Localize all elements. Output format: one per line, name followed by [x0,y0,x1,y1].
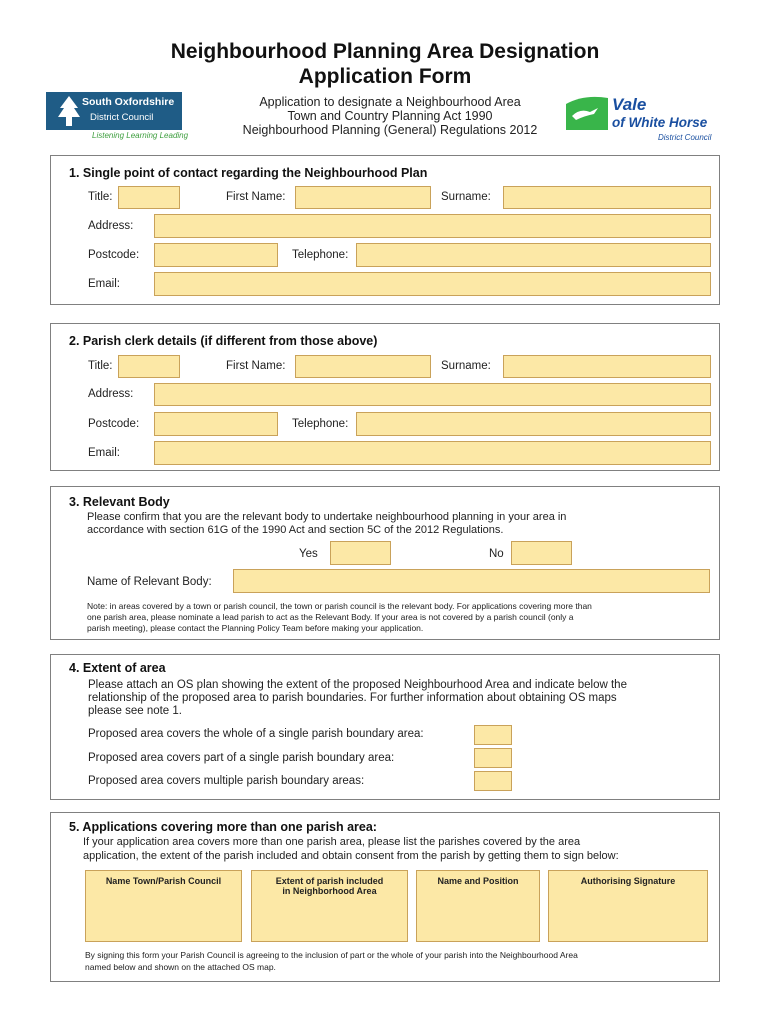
postcode-label: Postcode: [88,249,140,261]
title-field[interactable] [118,186,180,209]
section4-para-line3: please see note 1. [88,705,182,717]
parish-council-header-line1: Name Town/Parish Council [105,876,222,886]
subtitle-line3: Neighbourhood Planning (General) Regulations 2012 [242,123,538,137]
email-field[interactable] [154,441,711,465]
name-position-column-header [417,876,539,886]
section-extent-of-area [50,654,720,800]
address-field[interactable] [154,383,711,406]
authorising-signature-cell[interactable] [548,870,708,942]
yes-checkbox-field[interactable] [330,541,391,565]
relevant-body-label: Name of Relevant Body: [87,576,212,588]
vale-name-line2: of White Horse [612,115,708,130]
telephone-field[interactable] [356,243,711,267]
section4-para-line1: Please attach an OS plan showing the extent of the proposed Neighbourhood Area and indicate below the [88,679,627,691]
option-whole-parish-label: Proposed area covers the whole of a single parish boundary area: [88,728,424,740]
name-position-header-line1: Name and Position [437,876,519,886]
section5-para-line2: application, the extent of the parish included and obtain consent from the parish by getting them to sign below: [83,850,619,862]
option-multiple-parish-field[interactable] [474,771,512,791]
section4-heading: 4. Extent of area [69,661,166,675]
vale-white-horse-logo [564,94,729,146]
option-whole-parish-field[interactable] [474,725,512,745]
postcode-field[interactable] [154,412,278,436]
telephone-field[interactable] [356,412,711,436]
section4-paragraph [88,679,716,718]
title-label: Title: [88,191,113,203]
postcode-label: Postcode: [88,418,140,430]
section3-paragraph [87,511,712,536]
section3-note [87,601,717,634]
parish-council-column-header [86,876,241,886]
form-title-line2: Application Form [298,65,472,88]
extent-column-header [252,876,407,896]
section5-footer-line1: By signing this form your Parish Council is agreeing to the inclusion of part or the whole of your parish into the Neighbourhood Area [85,950,578,960]
section5-footer-line2: named below and shown on the attached OS map. [85,962,276,972]
section1-heading: 1. Single point of contact regarding the Neighbourhood Plan [69,166,428,180]
subtitle-line2: Town and Country Planning Act 1990 [287,109,493,123]
option-multiple-parish-label: Proposed area covers multiple parish boundary areas: [88,775,365,787]
option-part-parish-label: Proposed area covers part of a single parish boundary area: [88,752,395,764]
email-label: Email: [88,447,120,459]
section3-heading: 3. Relevant Body [69,495,170,509]
extent-header-line2: in Neighborhood Area [282,886,377,896]
subtitle-line1: Application to designate a Neighbourhood Area [259,95,521,109]
section4-para-line2: relationship of the proposed area to parish boundaries. For further information about obtaining OS maps [88,692,617,704]
first-name-label: First Name: [226,360,286,372]
section3-para-line1: Please confirm that you are the relevant body to undertake neighbourhood planning in your area in [87,511,567,523]
south-oxfordshire-dc: District Council [90,112,154,123]
section3-note-line3: parish meeting), please contact the Planning Policy Team before making your application. [87,623,424,633]
address-field[interactable] [154,214,711,238]
section2-heading: 2. Parish clerk details (if different from those above) [69,334,378,348]
telephone-label: Telephone: [292,418,349,430]
section-relevant-body [50,486,720,640]
address-label: Address: [88,220,134,232]
relevant-body-field[interactable] [233,569,710,593]
postcode-field[interactable] [154,243,278,267]
section5-paragraph [83,835,713,863]
email-field[interactable] [154,272,711,296]
first-name-field[interactable] [295,355,431,378]
south-oxfordshire-tagline: Listening Learning Leading [92,131,189,140]
title-label: Title: [88,360,113,372]
surname-label: Surname: [441,191,491,203]
option-part-parish-field[interactable] [474,748,512,768]
address-label: Address: [88,388,134,400]
section-multi-parish [50,812,720,982]
email-label: Email: [88,278,120,290]
tree-icon [54,94,84,128]
surname-field[interactable] [503,355,711,378]
section3-note-line2: one parish area, please nominate a lead parish to act as the Relevant Body. If your area is not covered by a parish council (only a [87,612,574,622]
extent-of-parish-cell[interactable] [251,870,408,942]
first-name-label: First Name: [226,191,286,203]
white-horse-hill-icon [564,94,610,134]
section3-para-line2: accordance with section 61G of the 1990 Act and section 5C of the 2012 Regulations. [87,523,504,536]
title-field[interactable] [118,355,180,378]
yes-label: Yes [299,548,318,560]
first-name-field[interactable] [295,186,431,209]
south-oxfordshire-logo [46,92,189,144]
section5-footer-note [85,949,713,973]
signature-column-header [549,876,707,886]
section5-para-line1: If your application area covers more than one parish area, please list the parishes covered by the area [83,836,581,848]
vale-dc: District Council [658,133,712,142]
vale-name-line1: Vale [612,95,647,114]
surname-label: Surname: [441,360,491,372]
extent-header-line1: Extent of parish included [275,876,384,886]
section5-heading: 5. Applications covering more than one parish area: [69,820,377,834]
form-title-line1: Neighbourhood Planning Area Designation [170,40,600,63]
section-contact [50,155,720,305]
no-label: No [489,548,504,560]
surname-field[interactable] [503,186,711,209]
signature-header-line1: Authorising Signature [580,876,676,886]
no-checkbox-field[interactable] [511,541,572,565]
name-and-position-cell[interactable] [416,870,540,942]
telephone-label: Telephone: [292,249,349,261]
parish-council-name-cell[interactable] [85,870,242,942]
section-parish-clerk [50,323,720,471]
section3-note-line1: Note: in areas covered by a town or parish council, the town or parish council is the relevant body. For applications covering more than [87,601,592,611]
south-oxfordshire-name: South Oxfordshire [82,96,175,108]
